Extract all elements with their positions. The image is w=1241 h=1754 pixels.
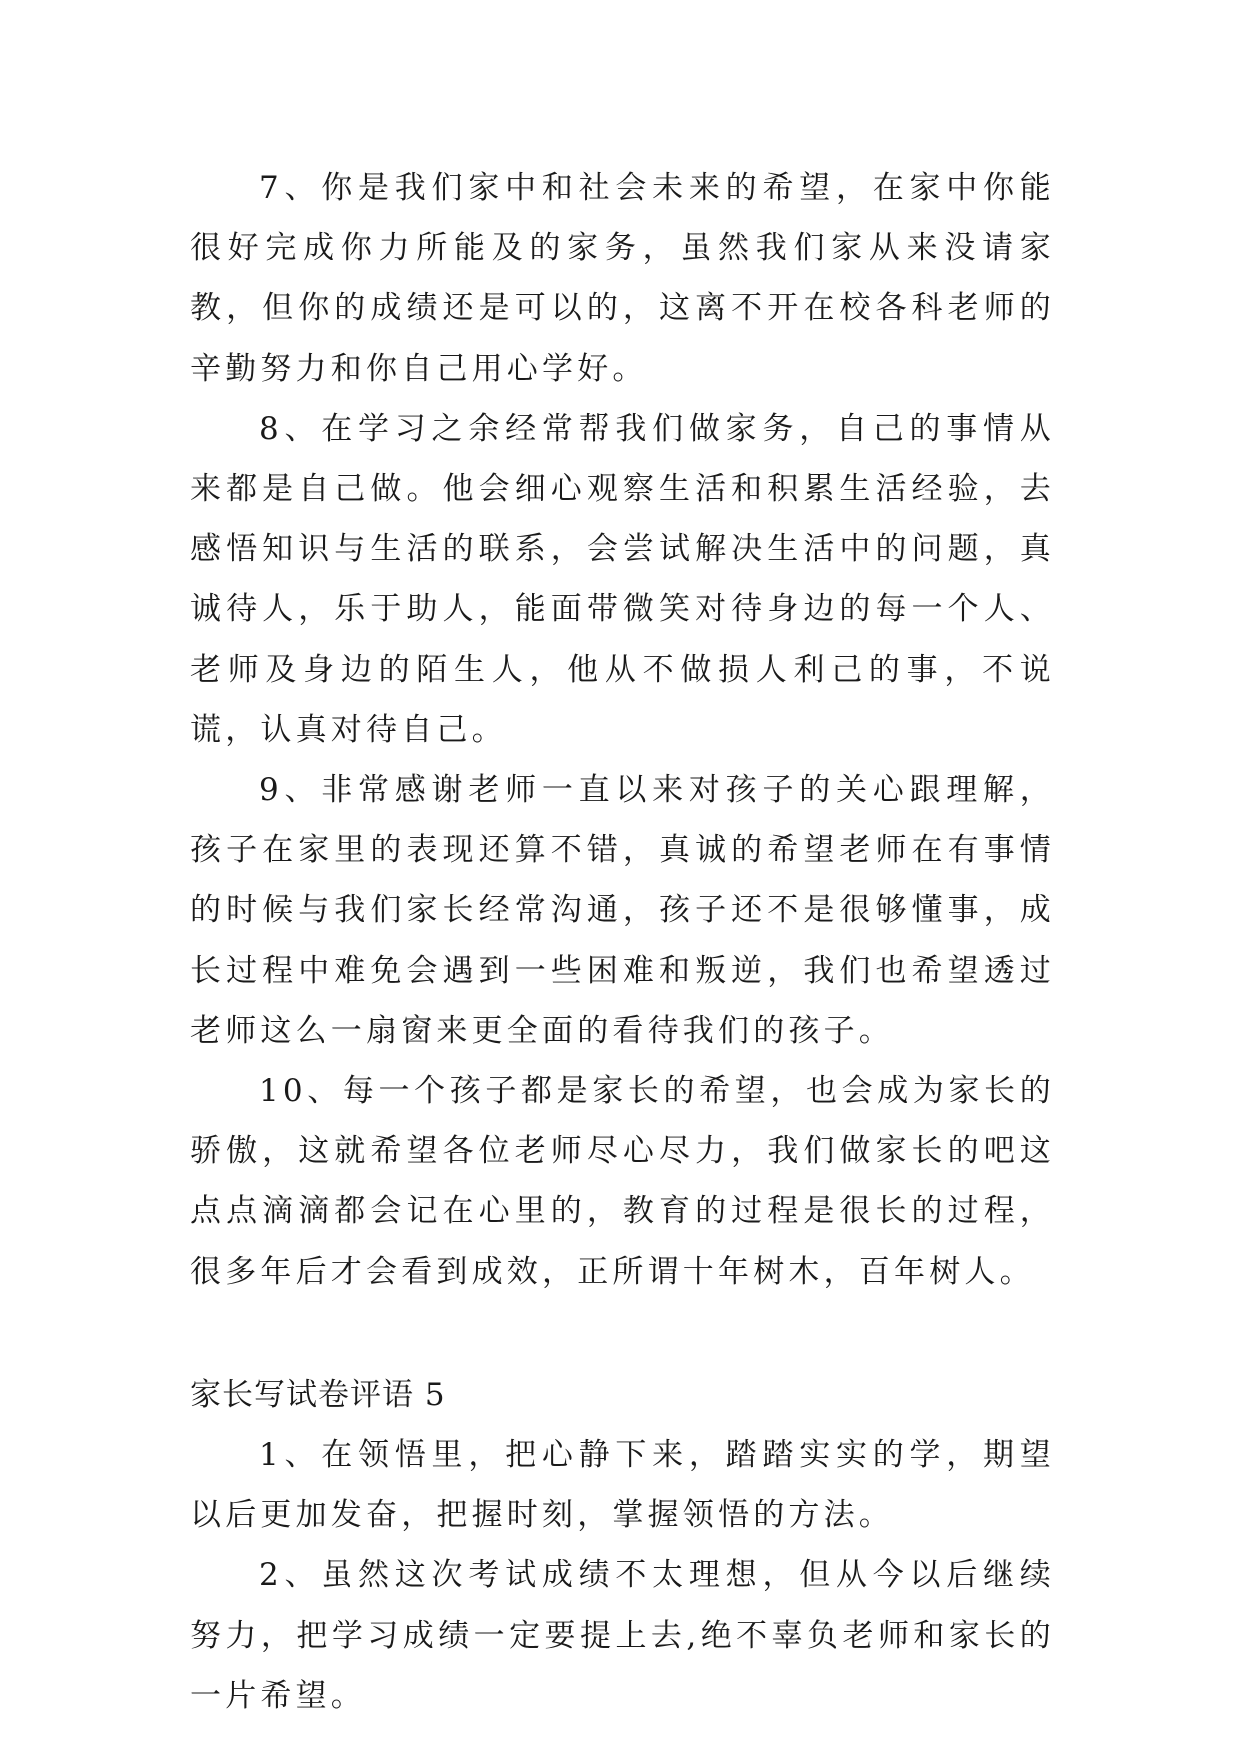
paragraph-9: 9、非常感谢老师一直以来对孩子的关心跟理解，孩子在家里的表现还算不错，真诚的希望老师在有事情的时候与我们家长经常沟通，孩子还不是很够懂事，成长过程中难免会遇到一些困难和叛逆，我们也希望透过老师这么一扇窗来更全面的看待我们的孩子。 xyxy=(190,772,1055,1049)
paragraph-8: 8、在学习之余经常帮我们做家务，自己的事情从来都是自己做。他会细心观察生活和积累生活经验，去感悟知识与生活的联系，会尝试解决生活中的问题，真诚待人，乐于助人，能面带微笑对待身边的每一个人、老师及身边的陌生人，他从不做损人利己的事，不说谎，认真对待自己。 xyxy=(190,410,1055,748)
paragraph-7: 7、你是我们家中和社会未来的希望，在家中你能很好完成你力所能及的家务，虽然我们家从来没请家教，但你的成绩还是可以的，这离不开在校各科老师的辛勤努力和你自己用心学好。 xyxy=(190,170,1055,387)
paragraph-1: 1、在领悟里，把心静下来，踏踏实实的学，期望以后更加发奋，把握时刻，掌握领悟的方法。 xyxy=(190,1437,1055,1534)
paragraph-2: 2、虽然这次考试成绩不太理想，但从今以后继续努力，把学习成绩一定要提上去,绝不辜负老师和家长的一片希望。 xyxy=(190,1557,1055,1714)
document-body xyxy=(190,158,1055,1726)
section-heading: 家长写试卷评语 5 xyxy=(190,1376,446,1413)
paragraph-10: 10、每一个孩子都是家长的希望，也会成为家长的骄傲，这就希望各位老师尽心尽力，我们做家长的吧这点点滴滴都会记在心里的，教育的过程是很长的过程，很多年后才会看到成效，正所谓十年树木，百年树人。 xyxy=(190,1073,1055,1290)
